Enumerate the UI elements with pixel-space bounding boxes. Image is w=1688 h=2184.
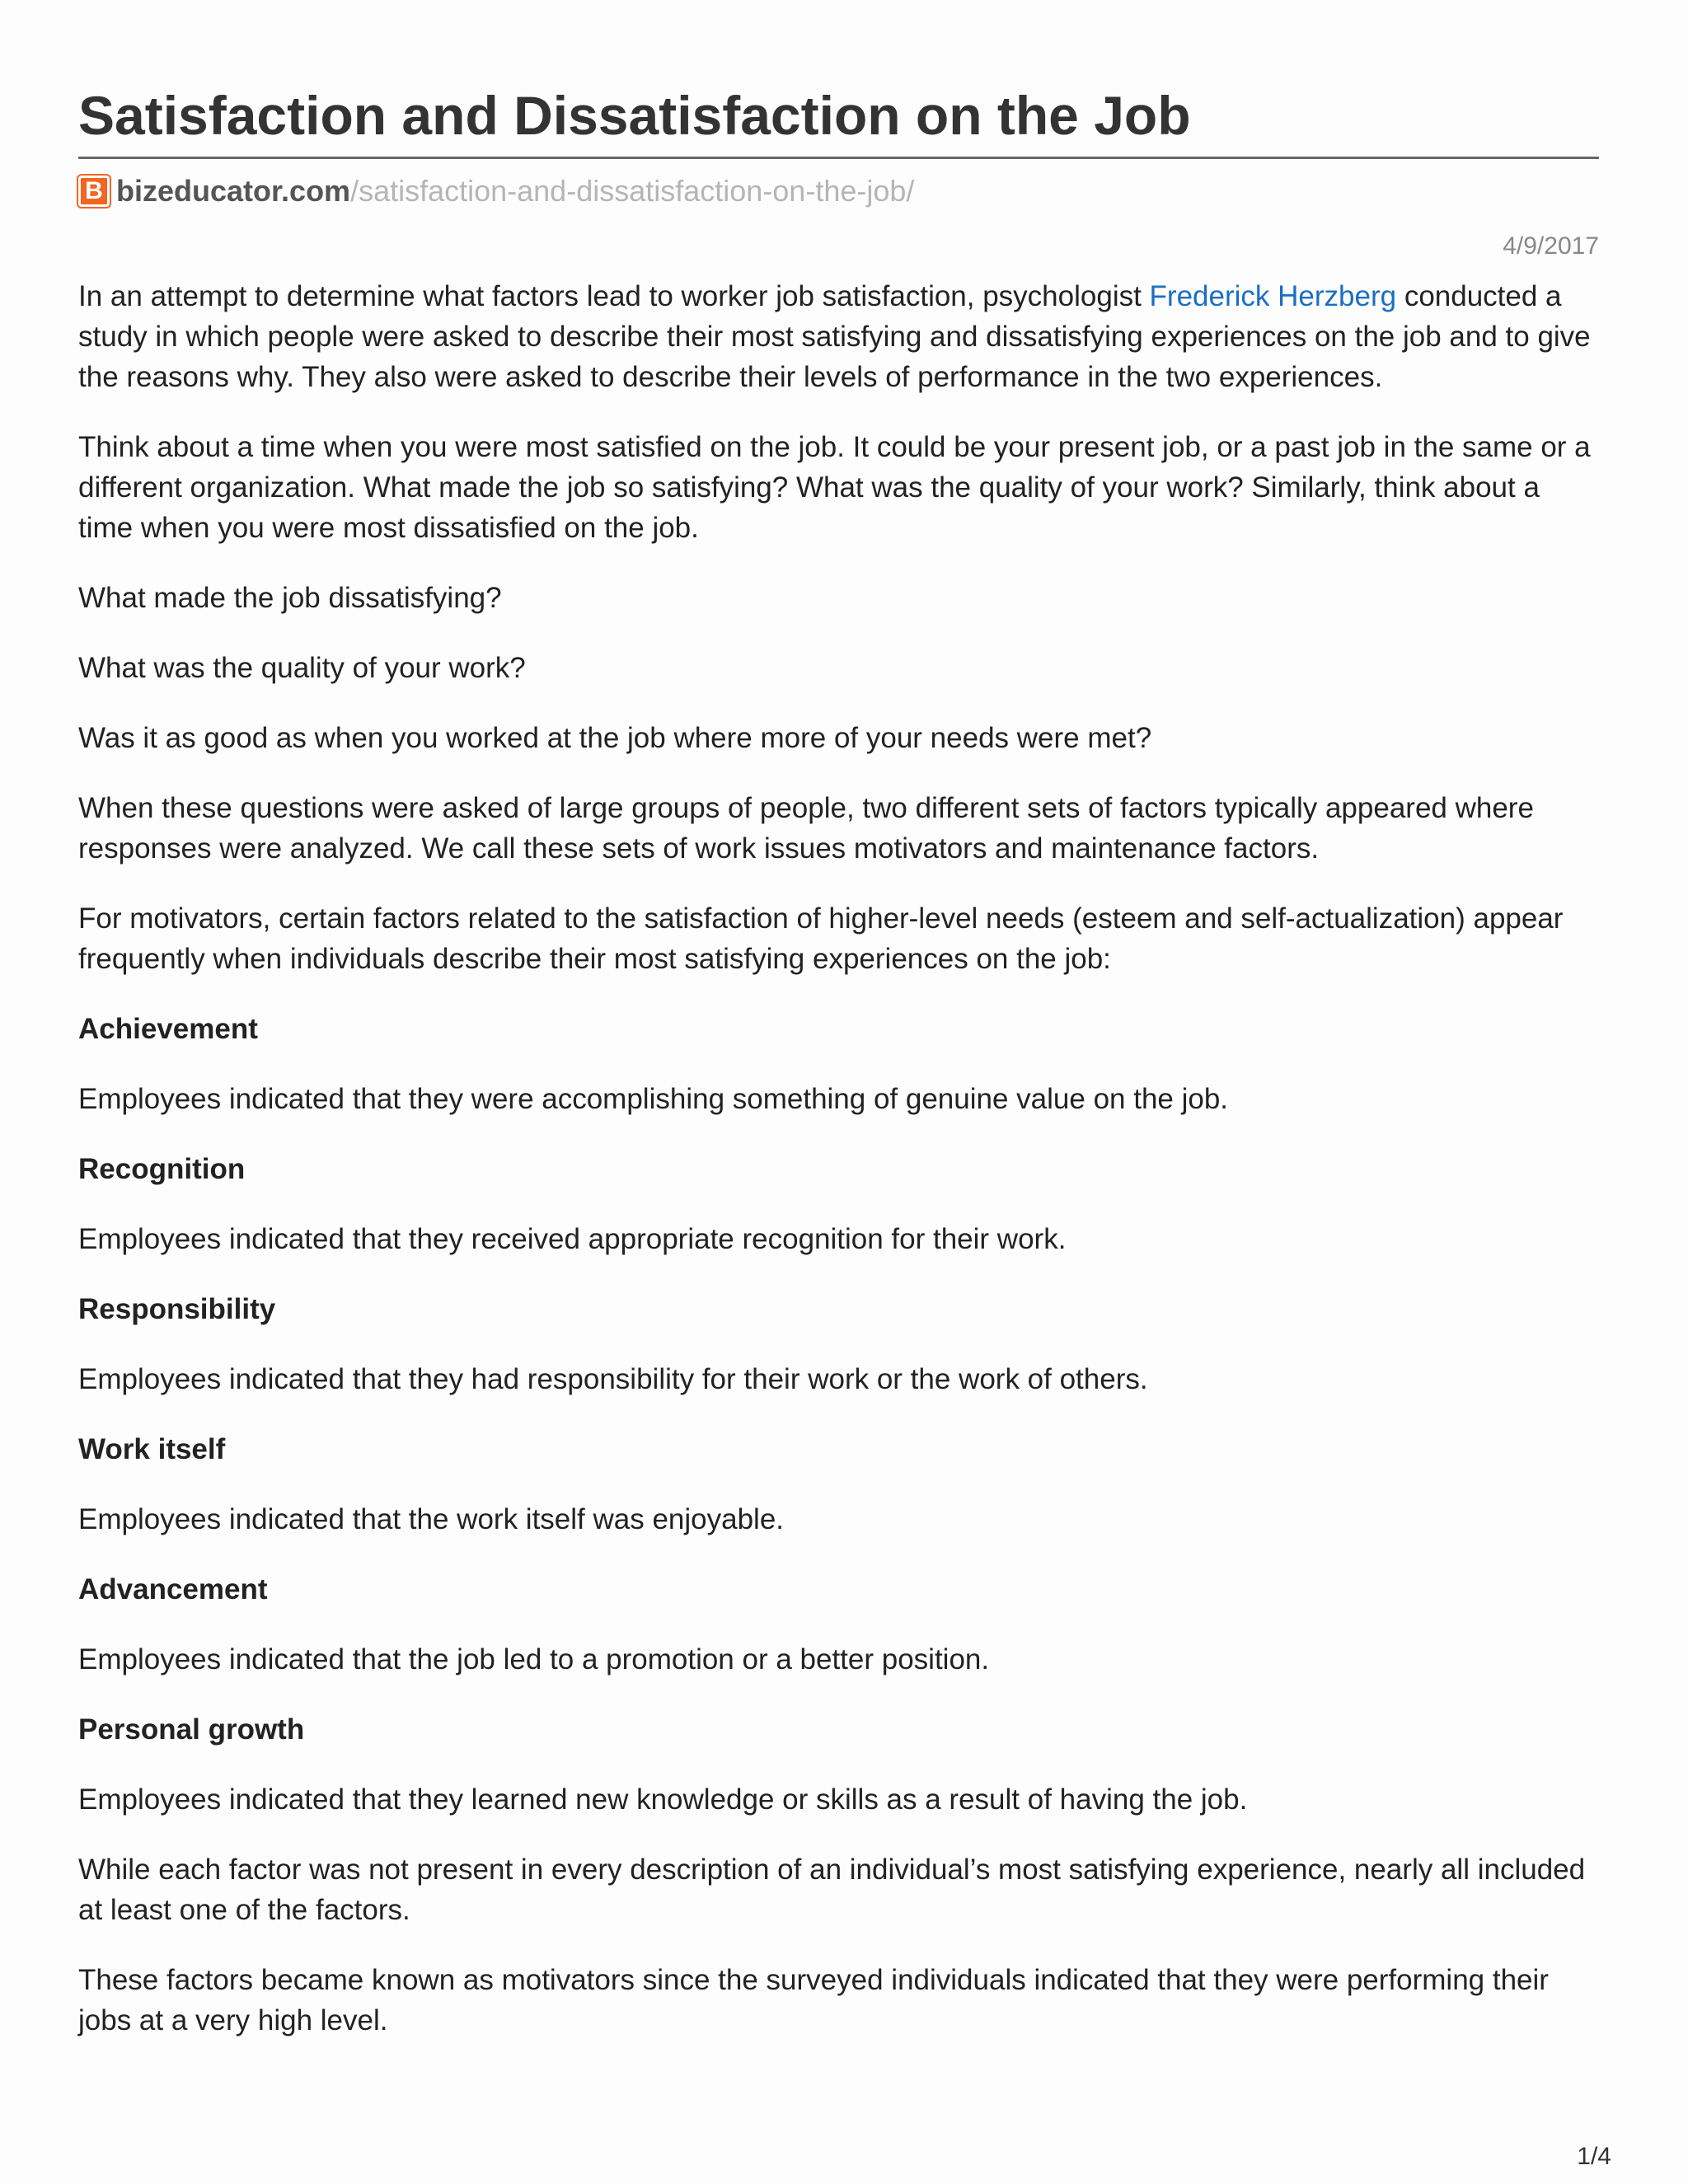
paragraph: What was the quality of your work?: [78, 652, 526, 684]
source-path-link[interactable]: /satisfaction-and-dissatisfaction-on-the-job/: [350, 174, 915, 208]
factor-description: Employees indicated that they were accomplishing something of genuine value on the job.: [78, 1083, 1229, 1115]
herzberg-link[interactable]: Frederick Herzberg: [1149, 280, 1397, 312]
page-title: Satisfaction and Dissatisfaction on the Job: [78, 85, 1191, 146]
document-page: [78, 74, 1599, 2070]
paragraph: For motivators, certain factors related to the satisfaction of higher-level needs (esteem and self-actualization) appear frequently when individuals describe their most satisfying experiences on the job:: [78, 902, 1564, 975]
intro-text-after: conducted a study in which people were asked to describe their most satisfying and dissatisfying experiences on the job and to give the reasons why. They also were asked to describe their levels of performance in the two experiences.: [78, 280, 1591, 393]
source-domain-link[interactable]: bizeducator.com: [116, 174, 351, 208]
factor-heading: Recognition: [78, 1153, 246, 1185]
intro-paragraph: [78, 276, 1599, 397]
factor-heading: Responsibility: [78, 1293, 276, 1325]
publish-date: 4/9/2017: [1503, 232, 1599, 260]
paragraph: Think about a time when you were most satisfied on the job. It could be your present job, or a past job in the same or a different organization. What made the job so satisfying? What was the quality of your work? Similarly, think about a time when you were most dissatisfied on the job.: [78, 431, 1591, 544]
factor-heading: Advancement: [78, 1573, 268, 1605]
page-number: 1/4: [1577, 2143, 1611, 2170]
factor-heading: Achievement: [78, 1013, 258, 1045]
factor-heading: Personal growth: [78, 1713, 305, 1746]
paragraph: Was it as good as when you worked at the job where more of your needs were met?: [78, 722, 1152, 754]
factor-description: Employees indicated that the job led to a promotion or a better position.: [78, 1643, 990, 1675]
factor-description: Employees indicated that they learned new knowledge or skills as a result of having the job.: [78, 1783, 1248, 1816]
paragraph: When these questions were asked of large groups of people, two different sets of factors typically appeared where responses were analyzed. We call these sets of work issues motivators and maintenance factors.: [78, 792, 1534, 865]
factor-description: Employees indicated that they had responsibility for their work or the work of others.: [78, 1363, 1148, 1395]
intro-text-before: In an attempt to determine what factors lead to worker job satisfaction, psychologist: [78, 280, 1150, 312]
factor-description: Employees indicated that they received appropriate recognition for their work.: [78, 1223, 1067, 1255]
factor-heading: Work itself: [78, 1433, 226, 1465]
paragraph: While each factor was not present in every description of an individual’s most satisfying experience, nearly all included at least one of the factors.: [78, 1854, 1586, 1926]
paragraph: What made the job dissatisfying?: [78, 582, 502, 614]
title-divider: [78, 157, 1599, 159]
article-body: [78, 276, 1599, 2041]
source-line: [78, 171, 1599, 212]
factor-description: Employees indicated that the work itself was enjoyable.: [78, 1503, 785, 1535]
paragraph: These factors became known as motivators since the surveyed individuals indicated that they were performing their jobs at a very high level.: [78, 1964, 1549, 2036]
bizeducator-logo-icon: B: [78, 176, 110, 207]
